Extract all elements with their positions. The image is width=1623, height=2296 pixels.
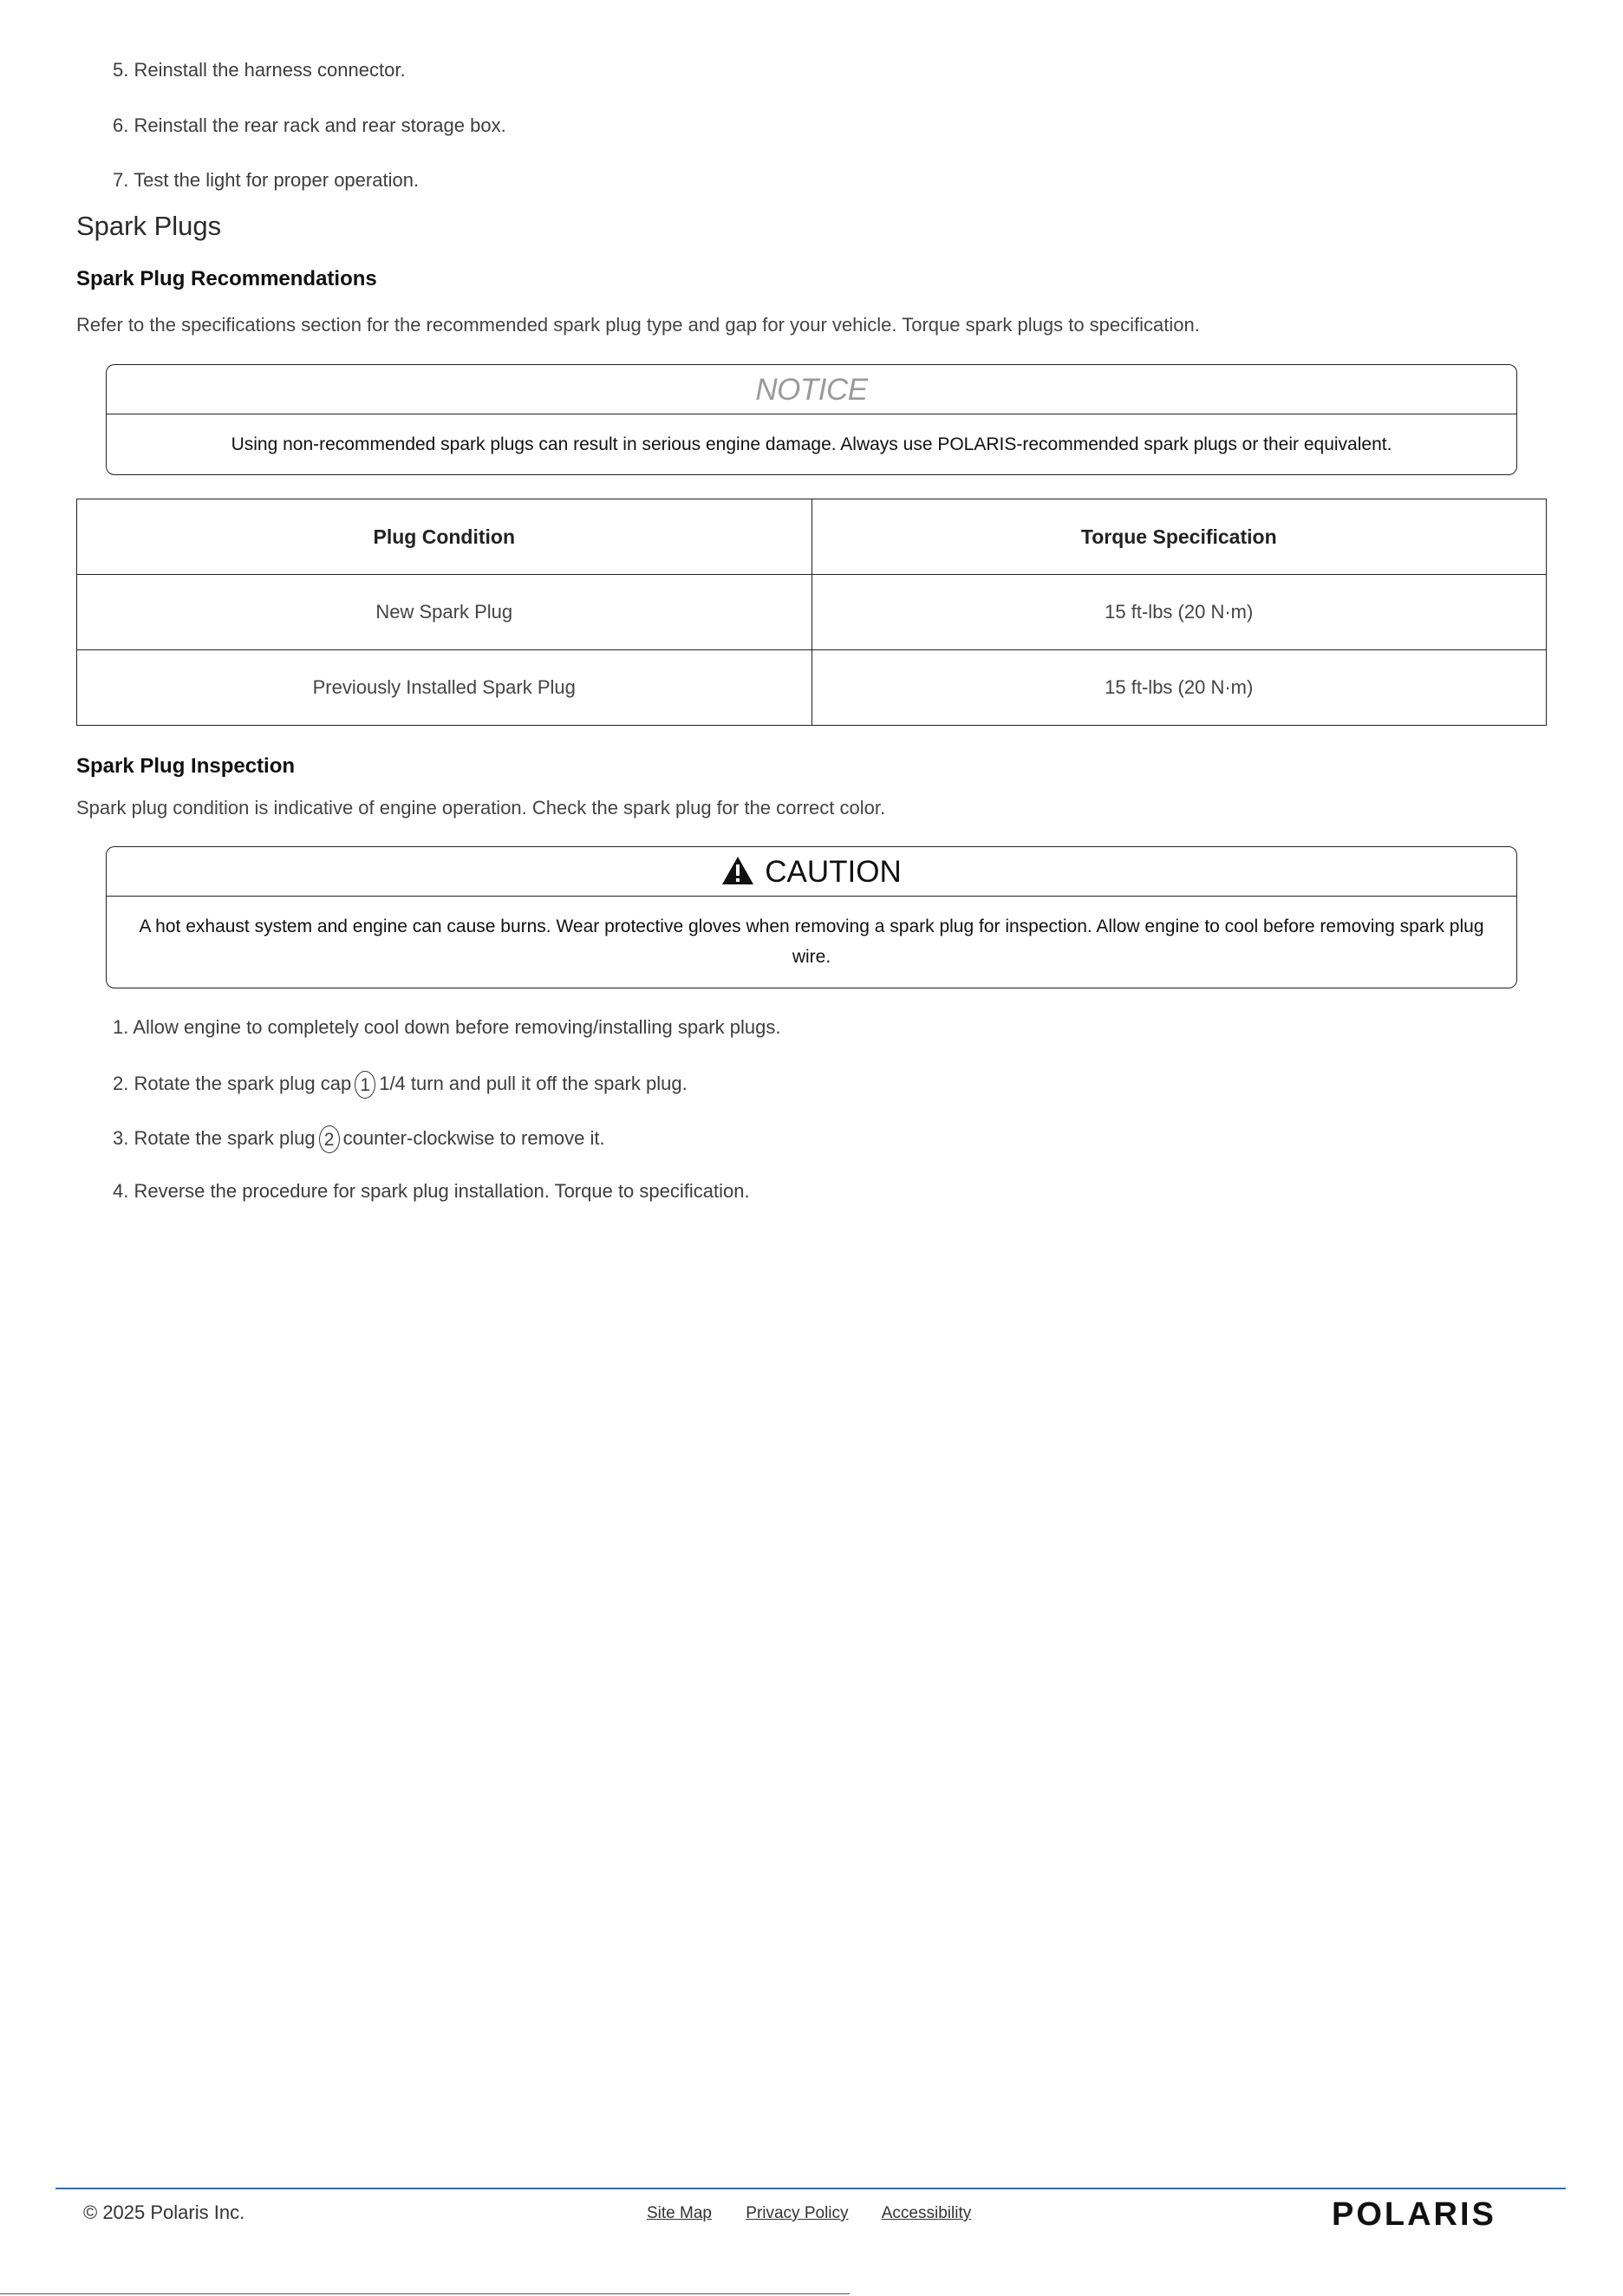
inspection-heading: Spark Plug Inspection <box>76 754 296 778</box>
callout-number-1: 1 <box>355 1071 375 1099</box>
privacy-policy-link[interactable]: Privacy Policy <box>746 2204 849 2222</box>
table-header: Plug Condition <box>77 499 812 575</box>
step-number: 7. <box>113 169 129 191</box>
caution-header <box>107 847 1516 897</box>
polaris-logo-wordmark: POLARIS <box>1332 2196 1496 2231</box>
table-cell: Previously Installed Spark Plug <box>77 650 812 726</box>
section-title: Spark Plugs <box>76 211 222 241</box>
step-text: Reverse the procedure for spark plug installation. Torque to specification. <box>134 1180 750 1202</box>
step-text: Rotate the spark plug cap <box>134 1072 352 1094</box>
caution-label: CAUTION <box>765 855 902 889</box>
callout-number-2: 2 <box>319 1125 340 1153</box>
step-number: 5. <box>113 59 129 81</box>
step-number: 4. <box>113 1180 129 1202</box>
step-7 <box>113 169 419 192</box>
step-text: 1/4 turn and pull it off the spark plug. <box>379 1072 688 1094</box>
table-cell: 15 ft-lbs (20 N·m) <box>812 650 1547 726</box>
footer-links <box>647 2204 1001 2223</box>
inspection-step-1 <box>113 1016 780 1039</box>
caution-box <box>106 846 1517 988</box>
step-number: 6. <box>113 114 129 136</box>
warning-triangle-icon <box>721 856 754 885</box>
inspection-step-2 <box>113 1071 688 1099</box>
recommendations-heading: Spark Plug Recommendations <box>76 267 377 290</box>
copyright: © 2025 Polaris Inc. <box>83 2201 245 2223</box>
table-header-row <box>77 499 1547 575</box>
site-map-link[interactable]: Site Map <box>647 2204 712 2222</box>
inspection-step-4 <box>113 1180 750 1203</box>
table-cell: 15 ft-lbs (20 N·m) <box>812 575 1547 650</box>
notice-text: Using non-recommended spark plugs can result in serious engine damage. Always use POLARIS-recommended spark plugs or their equivalent. <box>231 434 1392 454</box>
footer-divider <box>55 2188 1566 2189</box>
accessibility-link[interactable]: Accessibility <box>881 2204 972 2222</box>
step-text: Allow engine to completely cool down before removing/installing spark plugs. <box>133 1016 781 1038</box>
inspection-step-3 <box>113 1125 605 1153</box>
polaris-logo <box>1332 2196 1540 2231</box>
step-text: Reinstall the harness connector. <box>134 59 406 81</box>
step-number: 1. <box>113 1016 129 1038</box>
table-cell: New Spark Plug <box>77 575 812 650</box>
step-text: Reinstall the rear rack and rear storage box. <box>134 114 506 136</box>
step-number: 3. <box>113 1126 129 1149</box>
inspection-paragraph: Spark plug condition is indicative of engine operation. Check the spark plug for the correct color. <box>76 797 886 819</box>
table-row <box>77 575 1547 650</box>
caution-text: A hot exhaust system and engine can cause burns. Wear protective gloves when removing a spark plug for inspection. Allow engine to cool before removing spark plug wire. <box>139 916 1484 967</box>
table-row <box>77 650 1547 726</box>
table-header: Torque Specification <box>812 499 1547 575</box>
step-6 <box>113 114 506 137</box>
page-edge-line <box>0 2293 850 2294</box>
recommendations-paragraph: Refer to the specifications section for the recommended spark plug type and gap for your vehicle. Torque spark plugs to specification. <box>76 314 1200 336</box>
notice-box <box>106 364 1517 475</box>
notice-label: NOTICE <box>107 365 1516 414</box>
step-5 <box>113 59 406 82</box>
step-text: counter-clockwise to remove it. <box>342 1126 605 1149</box>
torque-table <box>76 499 1547 726</box>
step-number: 2. <box>113 1072 129 1094</box>
step-text: Rotate the spark plug <box>134 1126 316 1149</box>
step-text: Test the light for proper operation. <box>134 169 420 191</box>
